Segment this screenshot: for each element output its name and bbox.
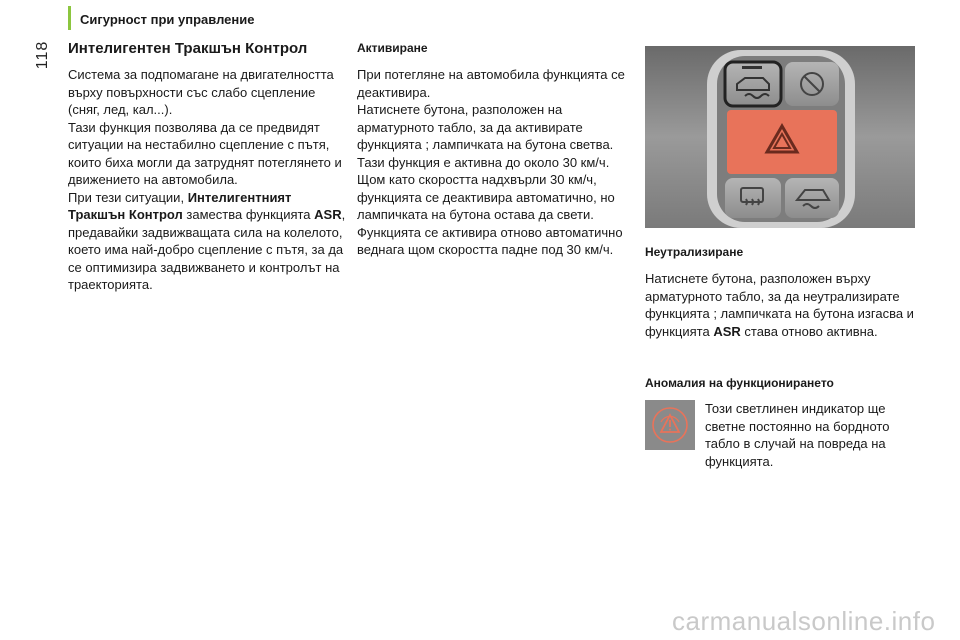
watermark: carmanualsonline.info — [672, 606, 936, 636]
intro-text-3: При тези ситуации, Интелигентният Тракшън Контрол замества функцията ASR, предавайки задвижващата сила на колелото, което има най-добро сцепление с пътя, за да се оптимизира задвижването и контролът на траекторията. — [68, 189, 346, 292]
rear-defrost-button — [725, 178, 781, 218]
activation-text-2: Натиснете бутона, разположен на арматурното табло, за да активирате функцията ; лампичката на бутона светва. — [357, 102, 614, 152]
warning-triangle-icon — [645, 400, 695, 450]
activation-text-3: Тази функция е активна до около 30 км/ч. — [357, 154, 610, 170]
itc-bold: Интелигентният Тракшън Контрол — [68, 189, 292, 222]
activation-title: Активиране — [357, 41, 428, 55]
section-accent-bar — [68, 6, 71, 30]
activation-text-5: Функцията се активира отново автоматично веднага щом скоростта падне под 30 км/ч. — [357, 224, 623, 257]
intro-text-2: Тази функция позволява да се предвидят ситуации на нестабилно сцепление с пътя, които биха могли да затруднят потеглянето и движението на автомобила. — [68, 119, 342, 187]
intro-text-1: Система за подпомагане на двигателността върху повърхности със слабо сцепление (сняг, лед, кал...). — [68, 67, 334, 117]
activation-text-1: При потегляне на автомобила функцията се деактивира. — [357, 67, 625, 100]
asr-bold: ASR — [314, 207, 342, 222]
neutralization-title: Неутрализиране — [645, 245, 744, 259]
hazard-button — [727, 110, 837, 174]
asr-bold-2: ASR — [713, 323, 741, 339]
anomaly-paragraph: Този светлинен индикатор ще светне постоянно на бордното табло в случай на повреда на функцията. — [705, 401, 890, 469]
activation-paragraph — [357, 66, 625, 259]
windshield-defrost-button — [785, 178, 839, 218]
activation-text-4: Щом като скоростта надхвърли 30 км/ч, функцията се деактивира автоматично, но лампичката на бутона остава да свети. — [357, 172, 615, 222]
page-number: 118 — [34, 40, 51, 70]
intro-paragraph — [68, 66, 348, 294]
neutralization-paragraph: Натиснете бутона, разположен върху арматурното табло, за да неутрализирате функцията ; лампичката на бутона изгасва и функцията ASR става отново активна. — [645, 271, 914, 339]
anomaly-title: Аномалия на функционирането — [645, 376, 834, 390]
section-title: Сигурност при управление — [80, 12, 255, 27]
intro-title: Интелигентен Тракшън Контрол — [68, 40, 308, 57]
dashboard-buttons-photo — [645, 46, 915, 228]
